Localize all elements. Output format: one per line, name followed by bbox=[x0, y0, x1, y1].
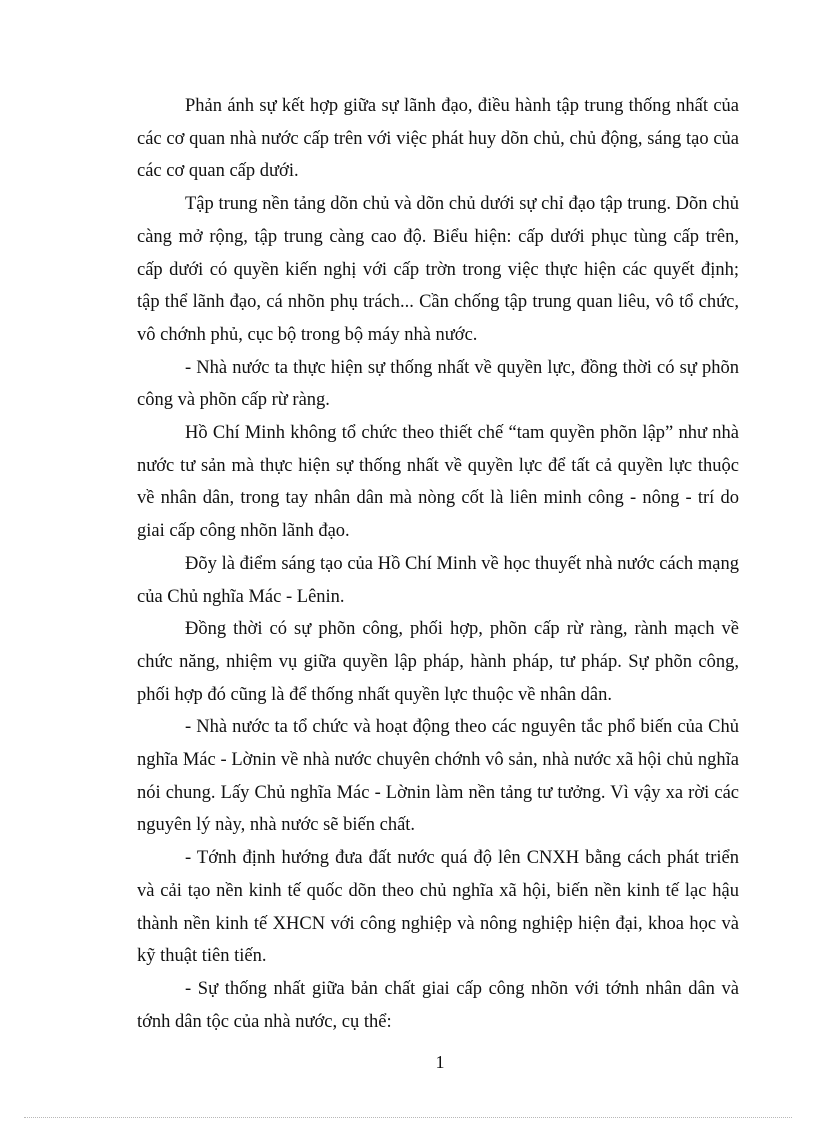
paragraph: - Tớnh định hướng đưa đất nước quá độ lên CNXH bằng cách phát triển và cải tạo nền kinh tế quốc dõn theo chủ nghĩa xã hội, biến nền kinh tế lạc hậu thành nền kinh tế XHCN với công nghiệp và nông nghiệp hiện đại, khoa học và kỹ thuật tiên tiến. bbox=[137, 848, 739, 967]
paragraph: Hồ Chí Minh không tổ chức theo thiết chế “tam quyền phõn lập” như nhà nước tư sản mà thực hiện sự thống nhất về quyền lực để tất cả quyền lực thuộc về nhân dân, trong tay nhân dân mà nòng cốt là liên minh công - nông - trí do giai cấp công nhõn lãnh đạo. bbox=[137, 423, 739, 542]
paragraph: Tập trung nền tảng dõn chủ và dõn chủ dưới sự chỉ đạo tập trung. Dõn chủ càng mở rộng, tập trung càng cao độ. Biểu hiện: cấp dưới phục tùng cấp trên, cấp dưới có quyền kiến nghị với cấp trờn trong việc thực hiện các quyết định; tập thể lãnh đạo, cá nhõn phụ trách... Cần chống tập trung quan liêu, vô tổ chức, vô chớnh phủ, cục bộ trong bộ máy nhà nước. bbox=[137, 194, 739, 345]
paragraph: - Nhà nước ta thực hiện sự thống nhất về quyền lực, đồng thời có sự phõn công và phõn cấp rừ ràng. bbox=[137, 357, 739, 411]
page-bottom-divider bbox=[24, 1117, 792, 1118]
page-number: 1 bbox=[435, 1052, 445, 1072]
paragraph: - Nhà nước ta tổ chức và hoạt động theo các nguyên tắc phổ biến của Chủ nghĩa Mác - Lờnin về nhà nước chuyên chớnh vô sản, nhà nước xã hội chủ nghĩa nói chung. Lấy Chủ nghĩa Mác - Lờnin làm nền tảng tư tưởng. Vì vậy xa rời các nguyên lý này, nhà nước sẽ biến chất. bbox=[137, 717, 739, 836]
paragraph: Đõy là điểm sáng tạo của Hồ Chí Minh về học thuyết nhà nước cách mạng của Chủ nghĩa Mác - Lênin. bbox=[137, 553, 739, 607]
paragraph: Đồng thời có sự phõn công, phối hợp, phõn cấp rừ ràng, rành mạch về chức năng, nhiệm vụ giữa quyền lập pháp, hành pháp, tư pháp. Sự phõn công, phối hợp đó cũng là để thống nhất quyền lực thuộc về nhân dân. bbox=[137, 619, 739, 705]
paragraph: - Sự thống nhất giữa bản chất giai cấp công nhõn với tớnh nhân dân và tớnh dân tộc của nhà nước, cụ thể: bbox=[137, 978, 739, 1032]
paragraph: Phản ánh sự kết hợp giữa sự lãnh đạo, điều hành tập trung thống nhất của các cơ quan nhà nước cấp trên với việc phát huy dõn chủ, chủ động, sáng tạo của các cơ quan cấp dưới. bbox=[137, 96, 739, 182]
document-body bbox=[137, 90, 739, 1038]
